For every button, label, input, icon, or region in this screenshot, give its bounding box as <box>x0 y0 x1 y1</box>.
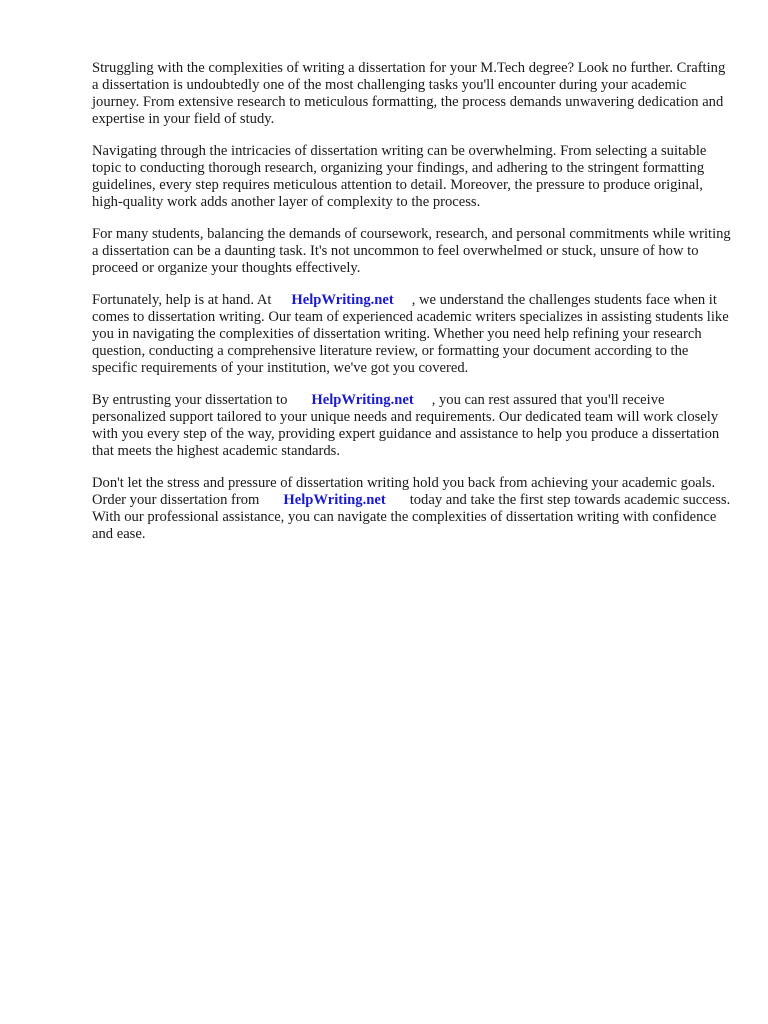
paragraph-entrusting <box>92 392 732 460</box>
paragraph-intro <box>92 60 732 128</box>
paragraph-text: Struggling with the complexities of writing a dissertation for your M.Tech degree? Look no further. Crafting a dissertation is undoubtedly one of the most challenging tasks you'll encounter during your academic journey. From extensive research to meticulous formatting, the process demands unwavering dedication and expertise in your field of study. <box>92 60 726 127</box>
paragraph-text-before: By entrusting your dissertation to <box>92 392 288 408</box>
helpwriting-link[interactable]: HelpWriting.net <box>283 492 386 508</box>
paragraph-text-after: , you can rest assured that you'll receive personalized support tailored to your unique needs and requirements. Our dedicated team will work closely with you every step of the way, providing expert guidance and assistance to help you produce a dissertation that meets the highest academic standards. <box>92 392 720 459</box>
paragraph-navigating <box>92 143 732 211</box>
paragraph-help <box>92 292 732 377</box>
paragraph-text-after: today and take the first step towards academic success. With our professional assistance, you can navigate the complexities of dissertation writing with confidence and ease. <box>92 492 731 542</box>
paragraph-text: Navigating through the intricacies of dissertation writing can be overwhelming. From selecting a suitable topic to conducting thorough research, organizing your findings, and adhering to the stringent formatting guidelines, every step requires meticulous attention to detail. Moreover, the pressure to produce original, high-quality work adds another layer of complexity to the process. <box>92 143 707 210</box>
paragraph-students <box>92 226 732 277</box>
paragraph-text-before: Fortunately, help is at hand. At <box>92 292 272 308</box>
helpwriting-link[interactable]: HelpWriting.net <box>311 392 414 408</box>
paragraph-text-before: Don't let the stress and pressure of dissertation writing hold you back from achieving your academic goals. Order your dissertation from <box>92 475 716 508</box>
document-body <box>92 60 732 558</box>
paragraph-text-after: , we understand the challenges students face when it comes to dissertation writing. Our team of experienced academic writers specializes in assisting students like you in navigating the complexities of dissertation writing. Whether you need help refining your research question, conducting a comprehensive literature review, or formatting your document according to the specific requirements of your institution, we've got you covered. <box>92 292 729 376</box>
paragraph-text: For many students, balancing the demands of coursework, research, and personal commitments while writing a dissertation can be a daunting task. It's not uncommon to feel overwhelmed or stuck, unsure of how to proceed or organize your thoughts effectively. <box>92 226 731 276</box>
helpwriting-link[interactable]: HelpWriting.net <box>291 292 394 308</box>
paragraph-closing <box>92 475 732 543</box>
